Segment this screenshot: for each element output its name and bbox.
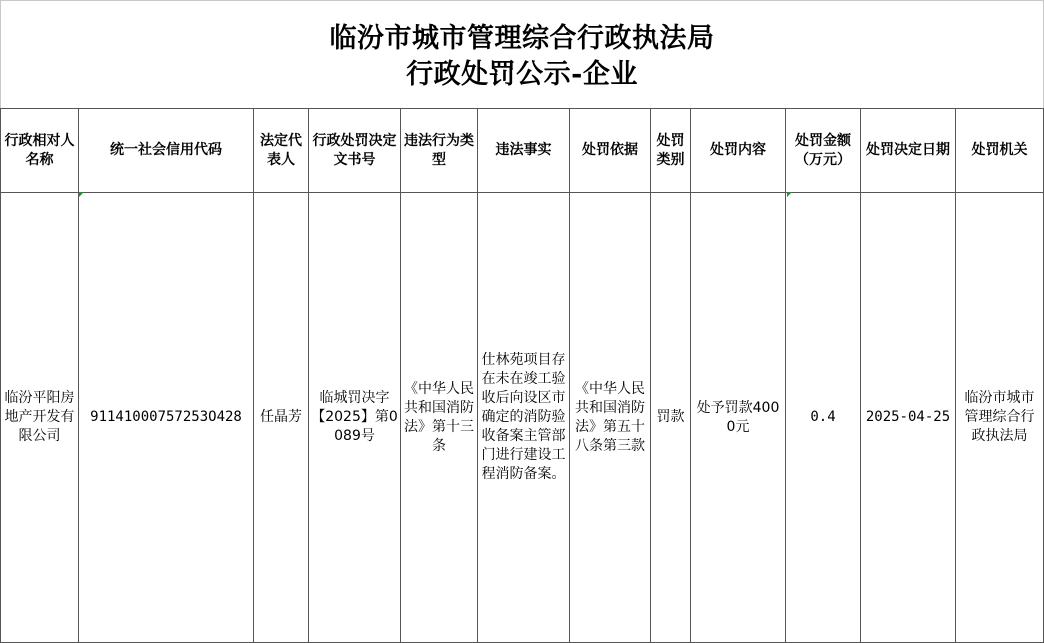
page-subtitle: 行政处罚公示-企业 [406,59,638,90]
header-cell[interactable]: 处罚决定日期 [861,109,956,193]
header-cell[interactable]: 法定代表人 [254,109,309,193]
comment-marker-icon [787,192,792,197]
table-cell-decision-date[interactable]: 2025-04-25 [861,193,956,643]
header-cell[interactable]: 违法事实 [478,109,570,193]
header-cell[interactable]: 行政相对人名称 [1,109,79,193]
table-cell-violation-facts[interactable]: 仕林苑项目存在未在竣工验收后向设区市确定的消防验收备案主管部门进行建设工程消防备案。 [478,193,570,643]
header-row [1,109,1044,193]
table-cell-violation-type[interactable]: 《中华人民共和国消防法》第十三条 [401,193,478,643]
table-cell-authority[interactable]: 临汾市城市管理综合行政执法局 [956,193,1044,643]
table-cell-party-name[interactable]: 临汾平阳房地产开发有限公司 [1,193,79,643]
header-cell[interactable]: 违法行为类型 [401,109,478,193]
table-cell-credit-code[interactable]: 91141000757253O428 [79,193,254,643]
table-cell-amount[interactable]: 0.4 [786,193,861,643]
table-cell-penalty-content[interactable]: 处予罚款4000元 [691,193,786,643]
table-cell-document-no[interactable]: 临城罚决字【2025】第0089号 [309,193,401,643]
table-cell-penalty-basis[interactable]: 《中华人民共和国消防法》第五十八条第三款 [570,193,651,643]
header-cell[interactable]: 处罚金额（万元） [786,109,861,193]
header-cell[interactable]: 处罚类别 [651,109,691,193]
table-row [1,193,1044,643]
table-cell-penalty-category[interactable]: 罚款 [651,193,691,643]
header-cell[interactable]: 处罚机关 [956,109,1044,193]
page-title: 临汾市城市管理综合行政执法局 [329,23,715,54]
table-cell-legal-rep[interactable]: 任晶芳 [254,193,309,643]
comment-marker-icon [79,192,84,197]
header-cell[interactable]: 统一社会信用代码 [79,109,254,193]
penalty-table [0,108,1044,643]
header-cell[interactable]: 行政处罚决定文书号 [309,109,401,193]
header-cell[interactable]: 处罚依据 [570,109,651,193]
header-cell[interactable]: 处罚内容 [691,109,786,193]
title-block [0,0,1044,108]
